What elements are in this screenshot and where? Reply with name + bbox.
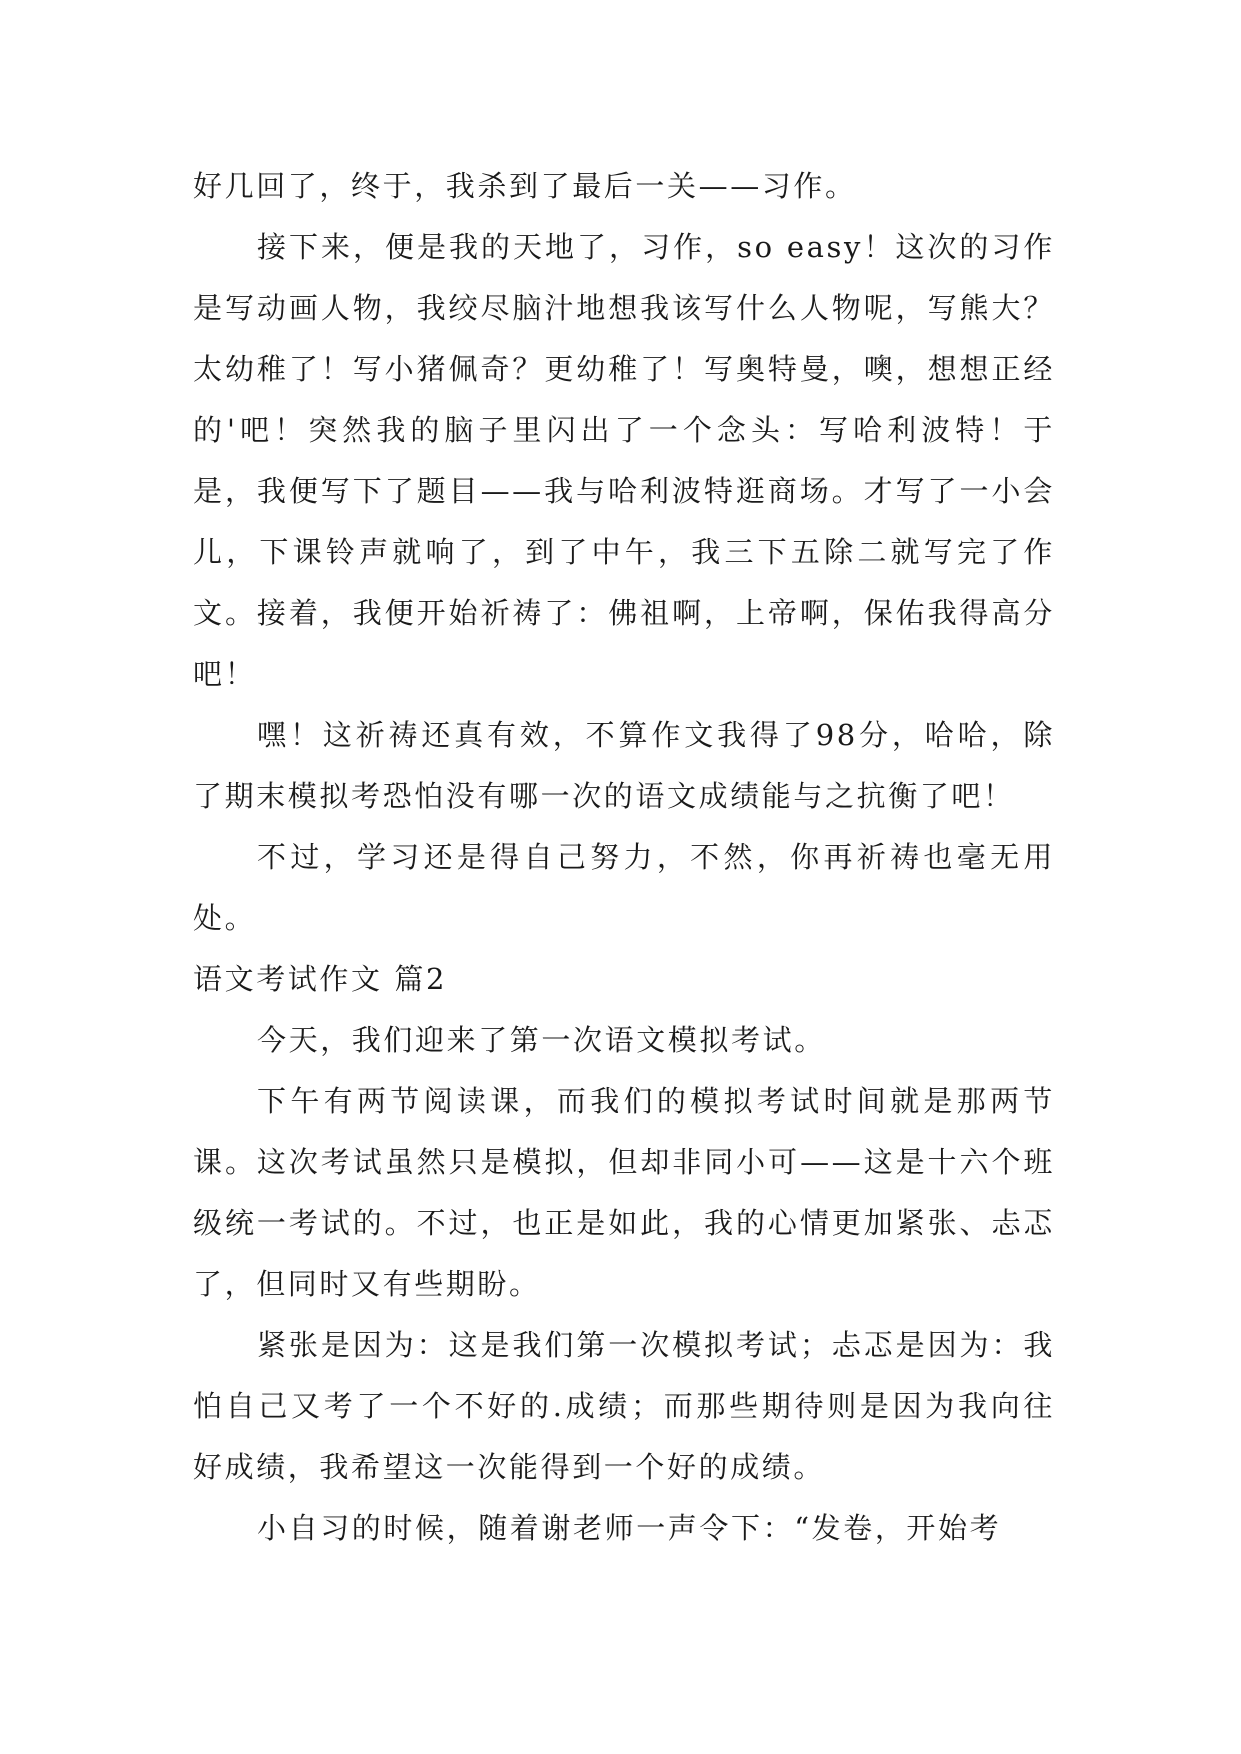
paragraph-continuation: 好几回了，终于，我杀到了最后一关——习作。 — [193, 169, 857, 203]
paragraph-exam-time: 下午有两节阅读课，而我们的模拟考试时间就是那两节课。这次考试虽然只是模拟，但却非同小可——这是十六个班级统一考试的。不过，也正是如此，我的心情更加紧张、忐忑了，但同时又有些期盼。 — [193, 1084, 1055, 1301]
paragraph-intro: 今天，我们迎来了第一次语文模拟考试。 — [257, 1023, 826, 1057]
section-heading: 语文考试作文 篇2 — [193, 962, 448, 996]
paragraph-feelings: 紧张是因为：这是我们第一次模拟考试；忐忑是因为：我怕自己又考了一个不好的.成绩；而那些期待则是因为我向往好成绩，我希望这一次能得到一个好的成绩。 — [193, 1328, 1055, 1484]
paragraph-score: 嘿！这祈祷还真有效，不算作文我得了98分，哈哈，除了期末模拟考恐怕没有哪一次的语文成绩能与之抗衡了吧！ — [193, 718, 1055, 813]
paragraph-writing-story: 接下来，便是我的天地了，习作，so easy！这次的习作是写动画人物，我绞尽脑汁地想我该写什么人物呢，写熊大？太幼稚了！写小猪佩奇？更幼稚了！写奥特曼，噢，想想正经的'吧！突然我的脑子里闪出了一个念头：写哈利波特！于是，我便写下了题目——我与哈利波特逛商场。才写了一小会儿，下课铃声就响了，到了中午，我三下五除二就写完了作文。接着，我便开始祈祷了：佛祖啊，上帝啊，保佑我得高分吧！ — [193, 230, 1055, 691]
document-page — [193, 156, 1055, 1559]
paragraph-exam-start: 小自习的时候，随着谢老师一声令下：“发卷，开始考 — [257, 1511, 1002, 1545]
paragraph-conclusion: 不过，学习还是得自己努力，不然，你再祈祷也毫无用处。 — [193, 840, 1055, 935]
